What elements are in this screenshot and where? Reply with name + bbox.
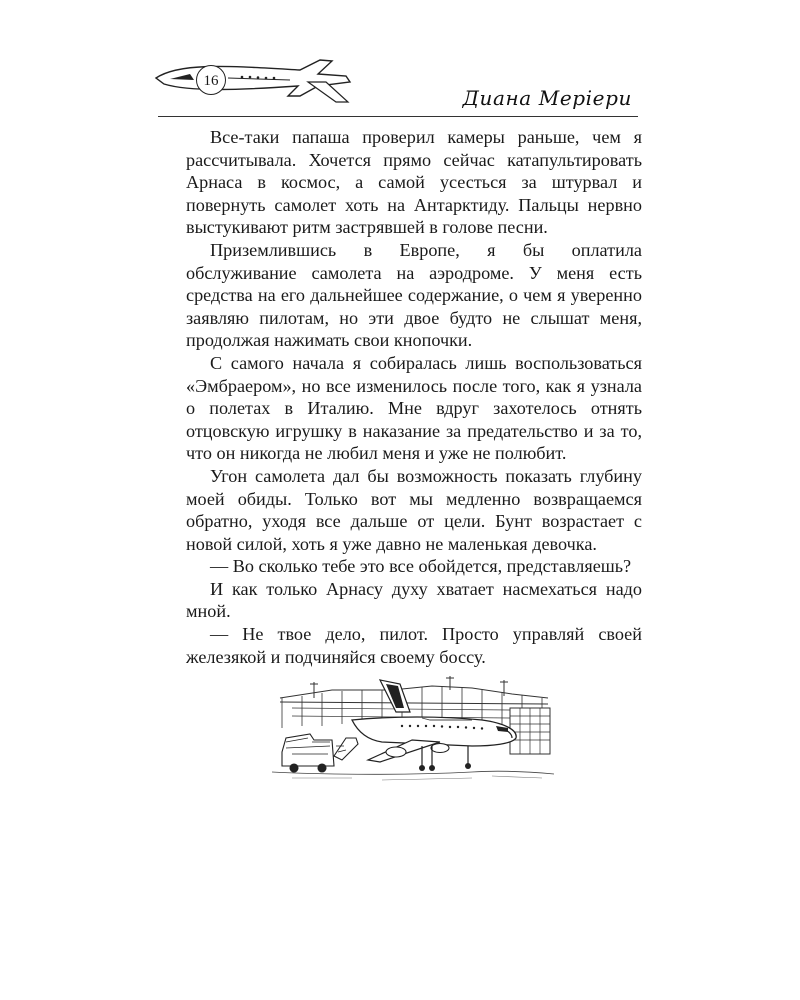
paragraph: Угон самолета дал бы возможность показать глубину моей обиды. Только вот мы медленно возвращаемся обратно, уходя все дальше от цели. Бунт возрастает с новой силой, хоть я уже давно не маленькая девочка. (186, 465, 642, 554)
paragraph: И как только Арнасу духу хватает насмехаться надо мной. (186, 578, 642, 622)
page-number: 16 (196, 65, 226, 95)
dialogue-line: — Не твое дело, пилот. Просто управляй своей железякой и подчиняйся своему боссу. (186, 624, 642, 667)
running-header-author: Диана Мерiери (462, 86, 632, 110)
paragraph: Все-таки папаша проверил камеры раньше, чем я рассчитывала. Хочется прямо сейчас катапультировать Арнаса в космос, а самой усесться за штурвал и повернуть самолет хоть на Антарктиду. Пальцы нервно выстукивают ритм застрявшей в голове песни. (186, 127, 642, 238)
body-text (186, 126, 642, 668)
paragraph: С самого начала я собиралась лишь воспользоваться «Эмбраером», но все изменилось после того, как я узнала о полетах в Италию. Мне вдруг захотелось отнять отцовскую игрушку в наказание за предательство и за то, что он никогда не любил меня и уже не полюбит. (186, 352, 642, 464)
airport-airliner-illustration (272, 668, 554, 786)
dialogue-line: — Во сколько тебе это все обойдется, представляешь? (210, 556, 632, 577)
header-rule (158, 116, 638, 117)
jet-airplane-icon (150, 52, 360, 108)
paragraph: Приземлившись в Европе, я бы оплатила обслуживание самолета на аэродроме. У меня есть средства на его дальнейшее содержание, о чем я уверенно заявляю пилотам, но эти двое будто не слышат меня, продолжая нажимать свои кнопочки. (186, 239, 642, 351)
